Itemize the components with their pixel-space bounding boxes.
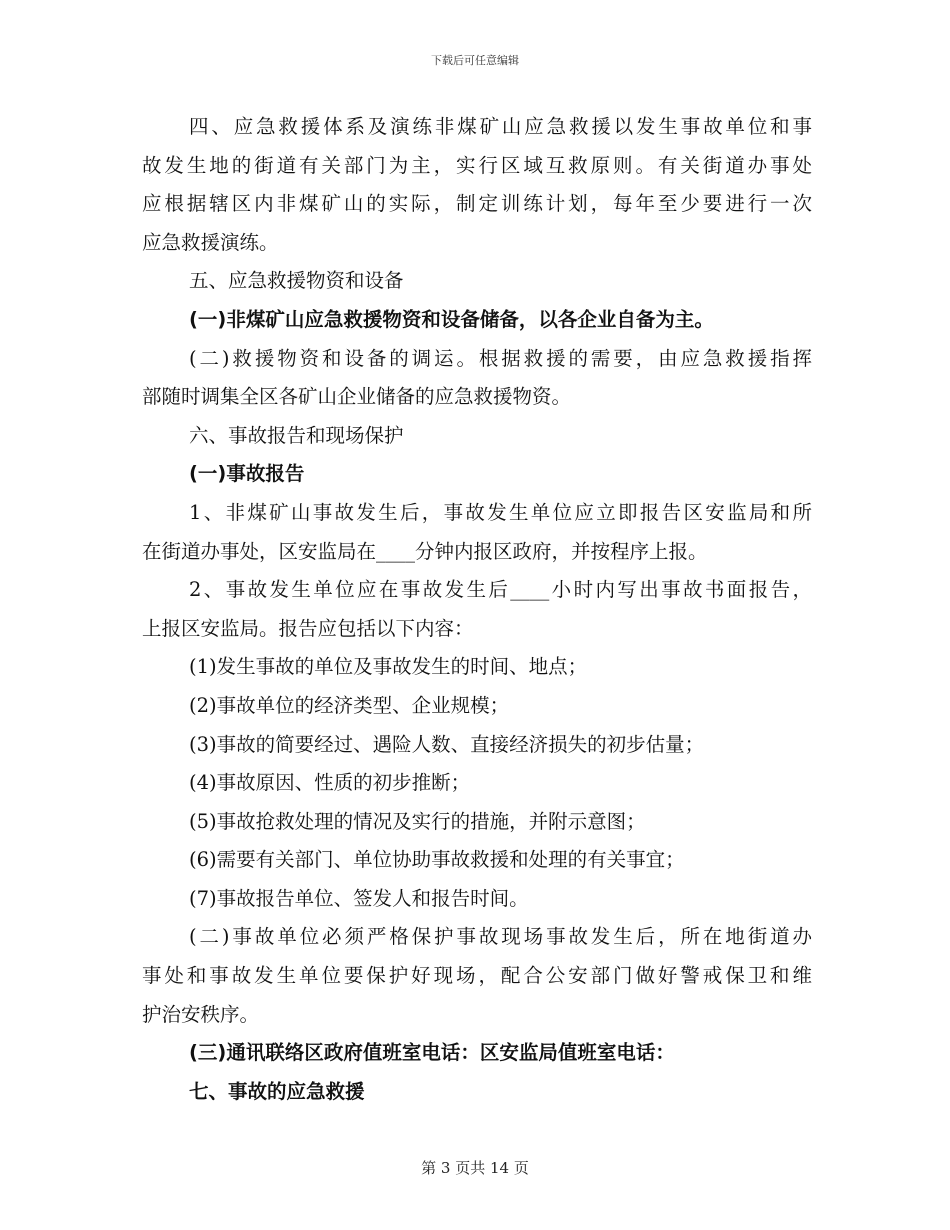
list-item: (1)发生事故的单位及事故发生的时间、地点； — [189, 655, 588, 679]
section-heading: 五、应急救援物资和设备 — [189, 269, 404, 293]
list-item: (3)事故的简要经过、遇险人数、直接经济损失的初步估量； — [189, 732, 705, 756]
page-footer: 第 3 页共 14 页 — [421, 1159, 529, 1177]
bold-subheading: (三)通讯联络区政府值班室电话：区安监局值班室电话： — [189, 1041, 675, 1065]
list-item: (4)事故原因、性质的初步推断； — [189, 771, 471, 795]
paragraph-line: 故发生地的街道有关部门为主，实行区域互救原则。有关街道办事处 — [142, 153, 812, 177]
document-body — [142, 108, 812, 1111]
list-item: (7)事故报告单位、签发人和报告时间。 — [189, 886, 529, 910]
page-header: 下载后可任意编辑 — [431, 54, 519, 67]
bold-subheading: (一)事故报告 — [189, 462, 305, 486]
paragraph-line: 1、非煤矿山事故发生后，事故发生单位应立即报告区安监局和所 — [189, 500, 812, 524]
paragraph-line: 部随时调集全区各矿山企业储备的应急救援物资。 — [142, 385, 572, 409]
paragraph-line: 护治安秩序。 — [142, 1002, 260, 1026]
paragraph-line: 在街道办事处，区安监局在____分钟内报区政府，并按程序上报。 — [142, 539, 708, 563]
paragraph-line: (二)事故单位必须严格保护事故现场事故发生后，所在地街道办 — [189, 925, 812, 949]
list-item: (6)需要有关部门、单位协助事故救援和处理的有关事宜； — [189, 848, 685, 872]
section-heading: 六、事故报告和现场保护 — [189, 423, 404, 447]
paragraph-line: 事处和事故发生单位要保护好现场，配合公安部门做好警戒保卫和维 — [142, 964, 812, 988]
bold-subheading: (一)非煤矿山应急救援物资和设备储备，以各企业自备为主。 — [189, 307, 714, 331]
paragraph-line: (二)救援物资和设备的调运。根据救援的需要，由应急救援指挥 — [189, 346, 812, 370]
paragraph-line: 应急救援演练。 — [142, 230, 279, 254]
list-item: (5)事故抢救处理的情况及实行的措施，并附示意图； — [189, 809, 646, 833]
paragraph-line: 上报区安监局。报告应包括以下内容： — [142, 616, 474, 640]
paragraph-line: 2、事故发生单位应在事故发生后____小时内写出事故书面报告， — [189, 578, 812, 602]
section-heading: 七、事故的应急救援 — [189, 1079, 365, 1103]
list-item: (2)事故单位的经济类型、企业规模； — [189, 693, 510, 717]
paragraph-line: 四、应急救援体系及演练非煤矿山应急救援以发生事故单位和事 — [189, 115, 812, 138]
paragraph-line: 应根据辖区内非煤矿山的实际，制定训练计划，每年至少要进行一次 — [142, 192, 812, 216]
